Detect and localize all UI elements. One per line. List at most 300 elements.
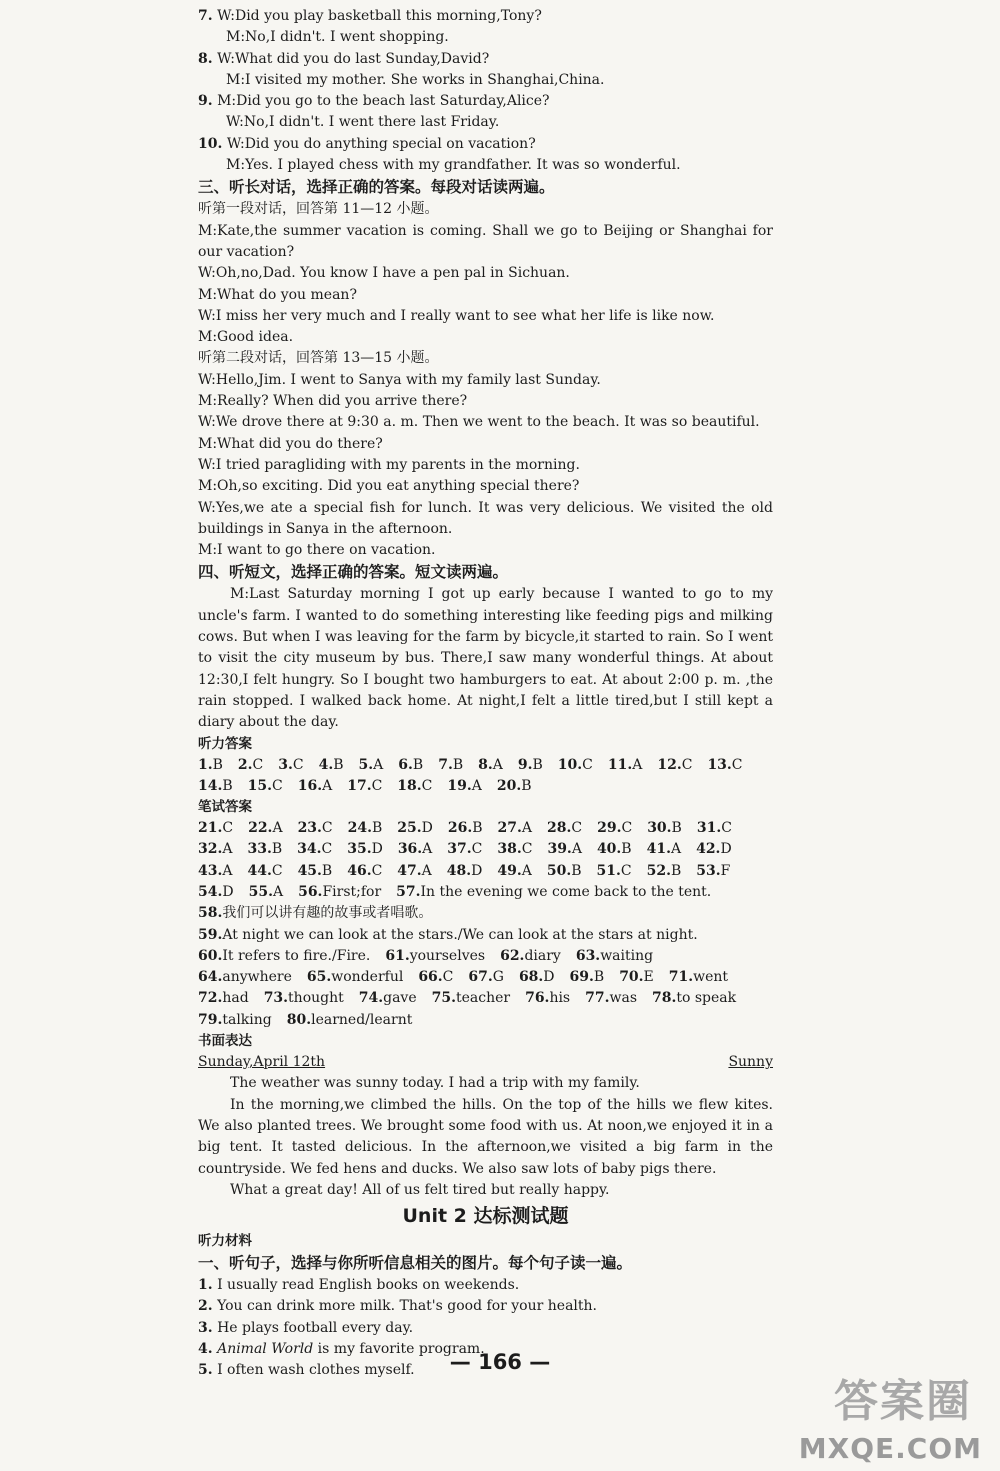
answer-item [547, 861, 582, 882]
answer-number: 35. [347, 841, 372, 858]
answer-item [547, 839, 581, 860]
answer-item [585, 988, 637, 1009]
answer-value: A [373, 756, 384, 773]
answer-number: 3. [278, 756, 293, 773]
answer-item [432, 988, 510, 1009]
answer-number: 31. [696, 820, 722, 837]
long-dialog-1 [198, 221, 773, 349]
answer-number: 48. [446, 862, 472, 879]
answer-item [647, 818, 682, 839]
answer-number: 64. [198, 969, 223, 986]
answer-value: G [492, 969, 504, 986]
answer-number: 16. [297, 777, 323, 794]
answer-item [500, 946, 561, 967]
answer-item [307, 967, 403, 988]
answer-number: 28. [547, 820, 572, 837]
answer-value: C [272, 777, 283, 794]
passage: M:Last Saturday morning I got up early because I wanted to go to my uncle's farm. I wanted to do something interesting like feeding pigs and milking cows. But when I was leaving for the farm by bicycle,it started to rain. So I went to visit the city museum by bus. There,I saw many wonderful things. At about 12:30,I felt hungry. So I bought two hamburgers to eat. At about 2:00 p. m. ,the rain stopped. I walked back home. At night,I felt a little tired,but I still kept a diary about the day. [198, 586, 773, 731]
dialog-text: M:I visited my mother. She works in Shanghai,China. [226, 71, 605, 88]
answer-item [198, 839, 232, 860]
answer-item [385, 946, 485, 967]
sentence-number: 5. [198, 1362, 213, 1379]
answer-value: C [222, 820, 234, 837]
answer-item [198, 776, 233, 797]
answer-item [707, 755, 742, 776]
answer-value: C [252, 756, 264, 773]
answer-value: to speak [676, 990, 737, 1007]
answer-item [198, 755, 223, 776]
answer-item [198, 1010, 272, 1031]
answer-value: C [681, 756, 693, 773]
answer-number: 14. [198, 777, 223, 794]
dialog-line [198, 112, 773, 133]
answer-number: 6. [398, 756, 413, 773]
answer-item [497, 839, 532, 860]
answer-number: 13. [707, 756, 732, 773]
dialog-text: W:What did you do last Sunday,David? [217, 50, 490, 67]
answer-value: D [471, 862, 483, 879]
answer-value: C [521, 841, 533, 858]
answer-value: A [632, 756, 643, 773]
answer-number: 37. [447, 841, 472, 858]
answer-item [447, 839, 482, 860]
answer-number: 61. [385, 947, 410, 964]
writing-body [198, 1073, 773, 1201]
answer-item [468, 967, 504, 988]
answer-number: 25. [397, 820, 422, 837]
answer-number: 32. [198, 841, 223, 858]
answer-number: 8. [478, 756, 493, 773]
answer-item [518, 755, 543, 776]
answer-item [597, 839, 632, 860]
writing-label: 书面表达 [198, 1033, 252, 1050]
answer-item [347, 861, 382, 882]
answer-number: 29. [597, 820, 622, 837]
question-number: 8. [198, 50, 213, 67]
answer-value: talking [222, 1011, 272, 1028]
answer-number: 26. [447, 820, 473, 837]
answer-item [348, 818, 383, 839]
answer-number: 75. [431, 990, 456, 1007]
answer-item [418, 967, 453, 988]
watermark-cn: 答案圈 [834, 1376, 972, 1427]
dialog-line: M:Kate,the summer vacation is coming. Shall we go to Beijing or Shanghai for our vacation? [198, 222, 773, 260]
answer-number: 10. [557, 756, 583, 773]
answer-number: 19. [447, 777, 472, 794]
answer-item [547, 818, 582, 839]
sentence-text: You can drink more milk. That's good for your health. [217, 1298, 597, 1315]
answer-number: 73. [263, 990, 289, 1007]
answer-number: 70. [619, 969, 644, 986]
answer-value: B [521, 777, 532, 794]
answer-item [198, 925, 698, 946]
answer-item [198, 946, 370, 967]
answer-item [396, 882, 711, 903]
answer-value: was [609, 990, 637, 1007]
dialog-line: M:Oh,so exciting. Did you eat anything special there? [198, 478, 580, 495]
answer-value: B [271, 841, 283, 858]
answer-number: 23. [297, 820, 322, 837]
answer-number: 71. [668, 969, 694, 986]
diary-date: Sunday,April 12th [198, 1054, 326, 1071]
dialog-line: W:Yes,we ate a special fish for lunch. It was very delicious. We visited the old buildings in Sanya in the afternoon. [198, 499, 773, 537]
answer-item [696, 861, 730, 882]
answer-number: 47. [397, 862, 422, 879]
answer-number: 41. [646, 841, 671, 858]
answer-number: 65. [306, 969, 332, 986]
answer-number: 11. [607, 756, 633, 773]
answer-value: D [421, 820, 433, 837]
answer-number: 69. [569, 969, 594, 986]
dialog-line: M:I want to go there on vacation. [198, 542, 436, 559]
section3-heading: 三、听长对话，选择正确的答案。每段对话读两遍。 [198, 178, 555, 197]
answer-number: 79. [198, 1011, 223, 1028]
part1-label: 听第一段对话，回答第 11—12 小题。 [198, 201, 439, 218]
answer-value: It refers to fire./Fire. [222, 947, 371, 964]
answer-item [319, 755, 344, 776]
answer-item [248, 776, 283, 797]
sentence [198, 1275, 773, 1296]
answer-number: 80. [286, 1011, 312, 1028]
answer-number: 5. [358, 756, 374, 773]
answer-value: A [521, 862, 532, 879]
answer-number: 12. [657, 756, 682, 773]
answer-value: A [471, 777, 482, 794]
dialog-line: M:What do you mean? [198, 286, 357, 303]
dialog-text: W:Did you play basketball this morning,Tony? [217, 8, 542, 24]
answer-value: B [372, 820, 383, 837]
listening-answers-label: 听力答案 [198, 735, 252, 752]
answer-item [597, 861, 632, 882]
answer-item [198, 882, 234, 903]
dialog-text: W:No,I didn't. I went there last Friday. [226, 114, 500, 131]
answer-item [525, 988, 570, 1009]
sentence-text: I often wash clothes myself. [217, 1362, 415, 1379]
dialog-line: W:We drove there at 9:30 a. m. Then we went to the beach. It was so beautiful. [198, 414, 760, 431]
answer-value: C [731, 756, 743, 773]
answer-value: C [582, 756, 593, 773]
answer-value: A [521, 820, 533, 837]
answer-value: C [421, 777, 433, 794]
answer-value: anywhere [222, 969, 292, 986]
answer-item [287, 1010, 413, 1031]
dialog-line: W:Hello,Jim. I went to Sanya with my family last Sunday. [198, 371, 601, 388]
answer-number: 51. [596, 862, 621, 879]
answer-value: C [620, 862, 632, 879]
dialog-text: M:No,I didn't. I went shopping. [226, 29, 449, 46]
answer-item [397, 818, 433, 839]
answer-number: 18. [397, 777, 422, 794]
written-answers [198, 818, 773, 1031]
answer-value: C [371, 862, 383, 879]
answer-item [347, 839, 383, 860]
answer-number: 2. [237, 756, 253, 773]
answer-number: 50. [546, 862, 572, 879]
answer-number: 62. [500, 947, 525, 964]
answer-value: B [621, 841, 632, 858]
answer-value: F [720, 862, 731, 879]
answer-number: 60. [198, 947, 223, 964]
answer-number: 33. [247, 841, 272, 858]
answer-item [298, 776, 332, 797]
unit2-section1-heading: 一、听句子，选择与你所听信息相关的图片。每个句子读一遍。 [198, 1254, 633, 1273]
sentence-text: is my favorite program. [313, 1341, 485, 1358]
listening-dialogs-7-10 [198, 6, 773, 176]
answer-value: C [321, 820, 333, 837]
answer-value: A [571, 841, 582, 858]
dialog-line: W:I tried paragliding with my parents in the morning. [198, 456, 580, 473]
answer-value: C [292, 756, 304, 773]
answer-value: wonderful [331, 969, 404, 986]
answer-item [696, 839, 732, 860]
dialog-line [198, 155, 773, 176]
answer-item [298, 818, 333, 839]
answer-value: had [222, 990, 249, 1007]
answer-value: 我们可以讲有趣的故事或者唱歌。 [222, 905, 433, 922]
answer-value: B [593, 969, 605, 986]
answer-item [297, 839, 332, 860]
answer-number: 22. [248, 820, 273, 837]
answer-item [497, 776, 532, 797]
answer-value: B [222, 777, 233, 794]
dialog-line: M:What did you do there? [198, 435, 383, 452]
answer-item [448, 818, 483, 839]
sentence [198, 1296, 773, 1317]
answer-value: went [693, 969, 729, 986]
answer-item [248, 818, 282, 839]
dialog-line: M:Really? When did you arrive there? [198, 393, 468, 410]
answer-item [597, 818, 632, 839]
answer-number: 63. [575, 947, 601, 964]
answer-item [697, 818, 732, 839]
answer-item [249, 882, 283, 903]
answer-value: D [222, 883, 234, 900]
program-title: Animal World [217, 1341, 314, 1358]
answer-value: A [222, 862, 233, 879]
answer-item [198, 818, 233, 839]
answer-item [298, 882, 381, 903]
answer-item [278, 755, 303, 776]
answer-value: A [492, 756, 503, 773]
dialog-text: M:Did you go to the beach last Saturday,Alice? [217, 93, 550, 110]
answer-number: 38. [497, 841, 522, 858]
answer-item [576, 946, 653, 967]
listening-answers [198, 755, 773, 798]
section4-heading: 四、听短文，选择正确的答案。短文读两遍。 [198, 563, 509, 582]
diary-header [198, 1052, 773, 1073]
answer-item [519, 967, 555, 988]
dialog-line [198, 91, 773, 112]
answer-item [447, 861, 483, 882]
dialog-line [198, 6, 773, 27]
answer-value: C [721, 820, 732, 837]
answer-number: 36. [397, 841, 423, 858]
answer-item [398, 755, 423, 776]
answer-number: 15. [247, 777, 273, 794]
answer-item [558, 755, 593, 776]
answer-number: 53. [696, 862, 721, 879]
answer-item [397, 776, 432, 797]
sentence-number: 3. [198, 1319, 213, 1336]
sentence-text: He plays football every day. [217, 1319, 414, 1336]
sentence-number: 4. [198, 1341, 213, 1358]
answer-number: 57. [396, 883, 421, 900]
answer-item [198, 861, 232, 882]
dialog-line: W:Oh,no,Dad. You know I have a pen pal in Sichuan. [198, 265, 570, 282]
answer-item [669, 967, 728, 988]
answer-value: waiting [600, 947, 654, 964]
answer-item [647, 839, 681, 860]
answer-value: C [471, 841, 483, 858]
answer-number: 44. [247, 862, 272, 879]
answer-number: 54. [198, 883, 223, 900]
answer-item [247, 839, 282, 860]
dialog-text: W:Did you do anything special on vacation? [226, 135, 536, 152]
answer-value: A [670, 841, 682, 858]
answer-value: B [321, 862, 333, 879]
sentence-number: 1. [198, 1277, 213, 1294]
answer-item [264, 988, 344, 1009]
answer-value: C [571, 820, 583, 837]
answer-value: A [421, 862, 432, 879]
answer-number: 76. [525, 990, 550, 1007]
watermark-en: MXQE.COM [798, 1432, 982, 1465]
answer-value: C [621, 820, 633, 837]
answer-value: gave [383, 990, 417, 1007]
sentence-number: 2. [198, 1298, 213, 1315]
dialog-line: M:Good idea. [198, 329, 294, 346]
answer-number: 72. [198, 990, 223, 1007]
answer-value: his [549, 990, 571, 1007]
answer-value: D [543, 969, 555, 986]
answer-value: B [452, 756, 464, 773]
written-answers-label: 笔试答案 [198, 799, 252, 816]
answer-value: B [670, 862, 682, 879]
question-number: 10. [198, 135, 223, 152]
dialog-line [198, 134, 773, 155]
answer-number: 68. [518, 969, 544, 986]
answer-value: A [322, 777, 333, 794]
question-number: 9. [198, 93, 213, 110]
answer-value: A [222, 841, 233, 858]
answer-number: 52. [646, 862, 671, 879]
unit2-title: Unit 2 达标测试题 [402, 1205, 569, 1228]
answer-item [608, 755, 642, 776]
answer-number: 42. [696, 841, 721, 858]
answer-item [619, 967, 654, 988]
answer-value: B [532, 756, 543, 773]
answer-value: thought [288, 990, 344, 1007]
answer-value: B [671, 820, 682, 837]
answer-number: 59. [198, 926, 223, 943]
answer-number: 43. [198, 862, 223, 879]
answer-item [238, 755, 263, 776]
answer-value: yourselves [409, 947, 486, 964]
answer-item [397, 861, 431, 882]
answer-item [359, 755, 384, 776]
answer-number: 56. [298, 883, 323, 900]
answer-number: 34. [297, 841, 322, 858]
dialog-line [198, 49, 773, 70]
answer-number: 4. [318, 756, 334, 773]
answer-item [247, 861, 282, 882]
answer-item [198, 988, 249, 1009]
answer-value: A [272, 883, 284, 900]
answer-item [497, 861, 531, 882]
answer-number: 46. [347, 862, 372, 879]
dialog-line [198, 27, 773, 48]
answer-value: C [321, 841, 333, 858]
answer-item [198, 903, 432, 924]
answer-value: diary [524, 947, 561, 964]
answer-number: 24. [347, 820, 372, 837]
answer-value: B [333, 756, 344, 773]
answer-item [498, 818, 532, 839]
answer-number: 21. [198, 820, 223, 837]
answer-number: 9. [517, 756, 533, 773]
answer-item [570, 967, 605, 988]
answer-item [198, 967, 292, 988]
answer-number: 17. [347, 777, 372, 794]
answer-value: A [272, 820, 283, 837]
answer-value: C [442, 969, 454, 986]
unit2-materials-label: 听力材料 [198, 1233, 252, 1250]
answer-value: learned/learnt [311, 1011, 413, 1028]
answer-number: 74. [358, 990, 384, 1007]
answer-item [359, 988, 417, 1009]
answer-item [647, 861, 682, 882]
answer-number: 40. [596, 841, 622, 858]
answer-value: B [571, 862, 582, 879]
answer-item [657, 755, 692, 776]
dialog-line [198, 70, 773, 91]
answer-number: 39. [547, 841, 572, 858]
writing-paragraph: The weather was sunny today. I had a trip with my family. [230, 1075, 640, 1092]
answer-value: E [643, 969, 654, 986]
page-content [198, 6, 773, 1382]
page-number: — 166 — [449, 1350, 551, 1374]
answer-value: teacher [455, 990, 511, 1007]
answer-number: 58. [198, 905, 223, 922]
answer-number: 45. [297, 862, 322, 879]
writing-paragraph: What a great day! All of us felt tired but really happy. [230, 1181, 610, 1198]
answer-number: 49. [497, 862, 522, 879]
answer-value: B [472, 820, 483, 837]
question-number: 7. [198, 8, 213, 24]
answer-number: 78. [652, 990, 677, 1007]
answer-item [347, 776, 382, 797]
dialog-text: M:Yes. I played chess with my grandfather. It was so wonderful. [226, 157, 681, 174]
part2-label: 听第二段对话，回答第 13—15 小题。 [198, 350, 439, 367]
answer-item [438, 755, 463, 776]
long-dialog-2 [198, 370, 773, 562]
answer-number: 7. [438, 756, 453, 773]
answer-number: 77. [585, 990, 610, 1007]
answer-number: 20. [496, 777, 522, 794]
answer-item [398, 839, 432, 860]
answer-value: B [212, 756, 223, 773]
answer-item [478, 755, 503, 776]
answer-value: A [422, 841, 433, 858]
answer-number: 27. [497, 820, 522, 837]
answer-item [447, 776, 481, 797]
answer-number: 1. [198, 756, 213, 773]
sentence [198, 1318, 773, 1339]
answer-value: At night we can look at the stars./We can look at the stars at night. [222, 926, 698, 943]
answer-item [298, 861, 333, 882]
answer-value: C [271, 862, 283, 879]
sentence-text: I usually read English books on weekends. [217, 1277, 520, 1294]
